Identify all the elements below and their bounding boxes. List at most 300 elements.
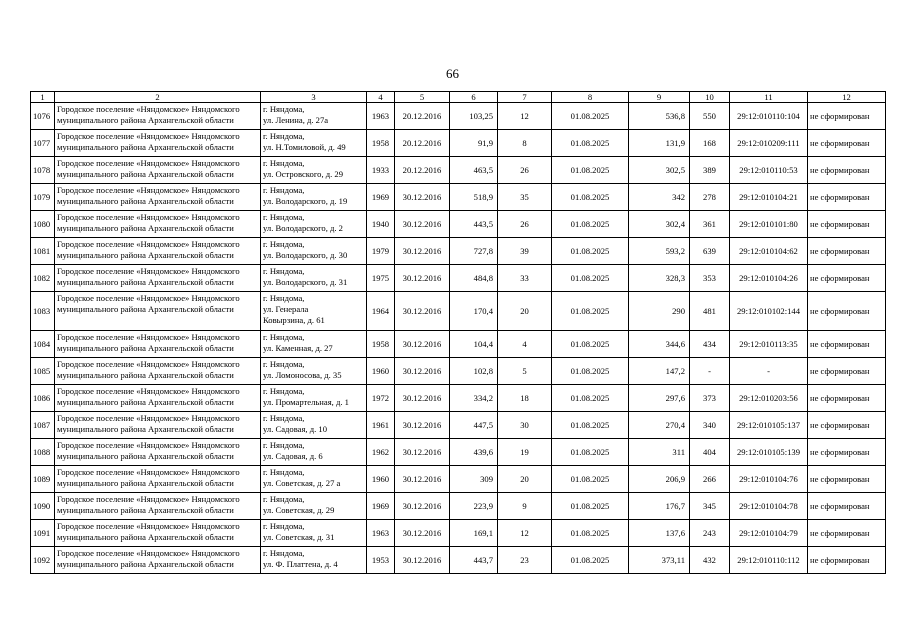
plan-date-cell: 01.08.2025	[552, 412, 629, 439]
address-cell-line: ул. Ленина, д. 27а	[263, 115, 329, 125]
date-cell: 30.12.2016	[395, 412, 450, 439]
status-cell: не сформирован	[808, 103, 886, 130]
column-9-cell: 147,2	[629, 358, 690, 385]
column-9-cell: 342	[629, 184, 690, 211]
table-row	[31, 385, 886, 412]
row-number-cell: 1090	[31, 493, 55, 520]
address-cell-line: ул. Н.Томиловой, д. 49	[263, 142, 346, 152]
year-cell: 1964	[367, 292, 395, 331]
address-cell	[261, 211, 367, 238]
count-cell: 20	[498, 466, 552, 493]
date-cell: 30.12.2016	[395, 331, 450, 358]
date-cell: 30.12.2016	[395, 184, 450, 211]
address-cell-line: г. Няндома,	[263, 494, 305, 504]
address-cell-line: ул. Каменная, д. 27	[263, 343, 333, 353]
address-cell	[261, 130, 367, 157]
status-cell: не сформирован	[808, 547, 886, 574]
table-body	[31, 92, 886, 574]
owner-name-cell-line: Городское поселение «Няндомское» Няндомского	[57, 386, 240, 396]
row-number-cell: 1078	[31, 157, 55, 184]
address-cell	[261, 157, 367, 184]
owner-name-cell	[55, 520, 261, 547]
address-cell-line: г. Няндома,	[263, 467, 305, 477]
row-number-cell: 1092	[31, 547, 55, 574]
owner-name-cell-line: Городское поселение «Няндомское» Няндомского	[57, 266, 240, 276]
owner-name-cell-line: Городское поселение «Няндомское» Няндомского	[57, 212, 240, 222]
date-cell: 30.12.2016	[395, 547, 450, 574]
plan-date-cell: 01.08.2025	[552, 265, 629, 292]
cadastral-number-cell: 29:12:010102:144	[730, 292, 808, 331]
owner-name-cell-line: муниципального района Архангельской области	[57, 397, 234, 407]
column-9-cell: 297,6	[629, 385, 690, 412]
cadastral-number-cell: 29:12:010104:76	[730, 466, 808, 493]
year-cell: 1958	[367, 130, 395, 157]
column-10-cell: 481	[690, 292, 730, 331]
address-cell-line: г. Няндома,	[263, 131, 305, 141]
date-cell: 30.12.2016	[395, 385, 450, 412]
cadastral-number-cell: 29:12:010110:53	[730, 157, 808, 184]
owner-name-cell-line: муниципального района Архангельской области	[57, 559, 234, 569]
count-cell: 33	[498, 265, 552, 292]
area-cell: 443,5	[450, 211, 498, 238]
status-cell: не сформирован	[808, 493, 886, 520]
owner-name-cell-line: муниципального района Архангельской области	[57, 478, 234, 488]
cadastral-number-cell: 29:12:010110:104	[730, 103, 808, 130]
plan-date-cell: 01.08.2025	[552, 211, 629, 238]
date-cell: 20.12.2016	[395, 130, 450, 157]
owner-name-cell	[55, 157, 261, 184]
plan-date-cell: 01.08.2025	[552, 103, 629, 130]
count-cell: 12	[498, 103, 552, 130]
row-number-cell: 1081	[31, 238, 55, 265]
address-cell-line: ул. Островского, д. 29	[263, 169, 344, 179]
address-cell	[261, 466, 367, 493]
table-row	[31, 331, 886, 358]
area-cell: 443,7	[450, 547, 498, 574]
address-cell-line: г. Няндома,	[263, 413, 305, 423]
address-cell-line: ул. Промартельная, д. 1	[263, 397, 349, 407]
row-number-cell: 1088	[31, 439, 55, 466]
count-cell: 12	[498, 520, 552, 547]
year-cell: 1940	[367, 211, 395, 238]
row-number-cell: 1085	[31, 358, 55, 385]
owner-name-cell-line: муниципального района Архангельской области	[57, 343, 234, 353]
column-9-cell: 373,11	[629, 547, 690, 574]
address-cell	[261, 265, 367, 292]
column-10-cell: 389	[690, 157, 730, 184]
address-cell	[261, 493, 367, 520]
address-cell	[261, 520, 367, 547]
cadastral-number-cell: 29:12:010101:80	[730, 211, 808, 238]
cadastral-number-cell: -	[730, 358, 808, 385]
owner-name-cell-line: Городское поселение «Няндомское» Няндомского	[57, 158, 240, 168]
owner-name-cell-line: муниципального района Архангельской области	[57, 277, 234, 287]
table-row	[31, 292, 886, 331]
year-cell: 1972	[367, 385, 395, 412]
area-cell: 447,5	[450, 412, 498, 439]
owner-name-cell	[55, 265, 261, 292]
table-row	[31, 466, 886, 493]
column-10-cell: 266	[690, 466, 730, 493]
status-cell: не сформирован	[808, 265, 886, 292]
area-cell: 223,9	[450, 493, 498, 520]
owner-name-cell	[55, 493, 261, 520]
count-cell: 4	[498, 331, 552, 358]
year-cell: 1933	[367, 157, 395, 184]
cadastral-number-cell: 29:12:010104:62	[730, 238, 808, 265]
row-number-cell: 1082	[31, 265, 55, 292]
row-number-cell: 1084	[31, 331, 55, 358]
count-cell: 20	[498, 292, 552, 331]
page-number: 66	[446, 66, 459, 81]
owner-name-cell	[55, 547, 261, 574]
owner-name-cell-line: Городское поселение «Няндомское» Няндомского	[57, 239, 240, 249]
column-9-cell: 206,9	[629, 466, 690, 493]
owner-name-cell-line: Городское поселение «Няндомское» Няндомского	[57, 359, 240, 369]
address-cell-line: ул. Ломоносова, д. 35	[263, 370, 342, 380]
plan-date-cell: 01.08.2025	[552, 493, 629, 520]
count-cell: 35	[498, 184, 552, 211]
status-cell: не сформирован	[808, 439, 886, 466]
address-cell	[261, 238, 367, 265]
owner-name-cell	[55, 292, 261, 331]
owner-name-cell-line: Городское поселение «Няндомское» Няндомского	[57, 332, 240, 342]
status-cell: не сформирован	[808, 238, 886, 265]
address-cell	[261, 103, 367, 130]
status-cell: не сформирован	[808, 331, 886, 358]
year-cell: 1960	[367, 466, 395, 493]
count-cell: 18	[498, 385, 552, 412]
column-10-cell: 345	[690, 493, 730, 520]
column-10-cell: 432	[690, 547, 730, 574]
year-cell: 1962	[367, 439, 395, 466]
cadastral-number-cell: 29:12:010104:26	[730, 265, 808, 292]
address-cell-line: г. Няндома,	[263, 266, 305, 276]
housing-register-table	[30, 91, 886, 574]
date-cell: 30.12.2016	[395, 520, 450, 547]
date-cell: 30.12.2016	[395, 439, 450, 466]
status-cell: не сформирован	[808, 385, 886, 412]
column-10-cell: 353	[690, 265, 730, 292]
status-cell: не сформирован	[808, 466, 886, 493]
address-cell-line: г. Няндома,	[263, 239, 305, 249]
table-row	[31, 265, 886, 292]
table-row	[31, 130, 886, 157]
owner-name-cell	[55, 238, 261, 265]
owner-name-cell-line: Городское поселение «Няндомское» Няндомского	[57, 293, 240, 303]
address-cell	[261, 331, 367, 358]
owner-name-cell-line: Городское поселение «Няндомское» Няндомского	[57, 413, 240, 423]
column-9-cell: 270,4	[629, 412, 690, 439]
column-number-header: 9	[629, 92, 690, 103]
table-row	[31, 211, 886, 238]
column-9-cell: 311	[629, 439, 690, 466]
address-cell-line: ул. Володарского, д. 2	[263, 223, 343, 233]
cadastral-number-cell: 29:12:010105:139	[730, 439, 808, 466]
column-number-header: 5	[395, 92, 450, 103]
plan-date-cell: 01.08.2025	[552, 358, 629, 385]
plan-date-cell: 01.08.2025	[552, 292, 629, 331]
column-9-cell: 176,7	[629, 493, 690, 520]
column-9-cell: 290	[629, 292, 690, 331]
address-cell	[261, 412, 367, 439]
year-cell: 1969	[367, 184, 395, 211]
area-cell: 484,8	[450, 265, 498, 292]
owner-name-cell-line: муниципального района Архангельской области	[57, 223, 234, 233]
owner-name-cell	[55, 184, 261, 211]
column-10-cell: 278	[690, 184, 730, 211]
address-cell-line: г. Няндома,	[263, 548, 305, 558]
address-cell-line: г. Няндома,	[263, 386, 305, 396]
row-number-cell: 1079	[31, 184, 55, 211]
column-number-header: 11	[730, 92, 808, 103]
year-cell: 1960	[367, 358, 395, 385]
plan-date-cell: 01.08.2025	[552, 385, 629, 412]
area-cell: 91,9	[450, 130, 498, 157]
table-row	[31, 412, 886, 439]
status-cell: не сформирован	[808, 184, 886, 211]
column-number-header: 1	[31, 92, 55, 103]
owner-name-cell-line: Городское поселение «Няндомское» Няндомского	[57, 548, 240, 558]
row-number-cell: 1089	[31, 466, 55, 493]
table-row	[31, 493, 886, 520]
plan-date-cell: 01.08.2025	[552, 157, 629, 184]
area-cell: 439,6	[450, 439, 498, 466]
address-cell	[261, 292, 367, 331]
column-number-header: 2	[55, 92, 261, 103]
row-number-cell: 1091	[31, 520, 55, 547]
count-cell: 39	[498, 238, 552, 265]
address-cell-line: ул. Генерала	[263, 304, 309, 314]
count-cell: 5	[498, 358, 552, 385]
address-cell-line: г. Няндома,	[263, 521, 305, 531]
address-cell-line: ул. Володарского, д. 30	[263, 250, 348, 260]
owner-name-cell	[55, 130, 261, 157]
year-cell: 1961	[367, 412, 395, 439]
area-cell: 169,1	[450, 520, 498, 547]
row-number-cell: 1080	[31, 211, 55, 238]
column-9-cell: 344,6	[629, 331, 690, 358]
owner-name-cell-line: Городское поселение «Няндомское» Няндомского	[57, 131, 240, 141]
row-number-cell: 1077	[31, 130, 55, 157]
owner-name-cell	[55, 466, 261, 493]
count-cell: 23	[498, 547, 552, 574]
column-10-cell: 639	[690, 238, 730, 265]
column-9-cell: 302,4	[629, 211, 690, 238]
owner-name-cell-line: муниципального района Архангельской области	[57, 505, 234, 515]
table-row	[31, 238, 886, 265]
column-number-header: 12	[808, 92, 886, 103]
column-9-cell: 328,3	[629, 265, 690, 292]
plan-date-cell: 01.08.2025	[552, 466, 629, 493]
address-cell-line: г. Няндома,	[263, 104, 305, 114]
address-cell-line: г. Няндома,	[263, 293, 305, 303]
column-number-header-row	[31, 92, 886, 103]
column-10-cell: 404	[690, 439, 730, 466]
status-cell: не сформирован	[808, 157, 886, 184]
owner-name-cell-line: Городское поселение «Няндомское» Няндомского	[57, 467, 240, 477]
status-cell: не сформирован	[808, 520, 886, 547]
column-10-cell: 340	[690, 412, 730, 439]
column-9-cell: 593,2	[629, 238, 690, 265]
cadastral-number-cell: 29:12:010203:56	[730, 385, 808, 412]
table-row	[31, 520, 886, 547]
count-cell: 8	[498, 130, 552, 157]
status-cell: не сформирован	[808, 412, 886, 439]
owner-name-cell-line: муниципального района Архангельской области	[57, 304, 234, 314]
address-cell-line: г. Няндома,	[263, 158, 305, 168]
column-9-cell: 137,6	[629, 520, 690, 547]
year-cell: 1963	[367, 520, 395, 547]
plan-date-cell: 01.08.2025	[552, 520, 629, 547]
table-row	[31, 547, 886, 574]
owner-name-cell-line: муниципального района Архангельской области	[57, 424, 234, 434]
owner-name-cell-line: Городское поселение «Няндомское» Няндомского	[57, 104, 240, 114]
date-cell: 30.12.2016	[395, 466, 450, 493]
address-cell-line: г. Няндома,	[263, 359, 305, 369]
column-10-cell: -	[690, 358, 730, 385]
status-cell: не сформирован	[808, 211, 886, 238]
column-9-cell: 131,9	[629, 130, 690, 157]
cadastral-number-cell: 29:12:010113:35	[730, 331, 808, 358]
address-cell	[261, 184, 367, 211]
address-cell-line: ул. Советская, д. 31	[263, 532, 335, 542]
column-10-cell: 361	[690, 211, 730, 238]
address-cell-line: ул. Советская, д. 29	[263, 505, 335, 515]
plan-date-cell: 01.08.2025	[552, 130, 629, 157]
address-cell-line: г. Няндома,	[263, 440, 305, 450]
address-cell	[261, 547, 367, 574]
column-10-cell: 373	[690, 385, 730, 412]
date-cell: 30.12.2016	[395, 265, 450, 292]
table-row	[31, 439, 886, 466]
column-number-header: 4	[367, 92, 395, 103]
area-cell: 170,4	[450, 292, 498, 331]
area-cell: 102,8	[450, 358, 498, 385]
owner-name-cell-line: муниципального района Архангельской области	[57, 196, 234, 206]
owner-name-cell	[55, 211, 261, 238]
date-cell: 30.12.2016	[395, 211, 450, 238]
year-cell: 1958	[367, 331, 395, 358]
address-cell-line: ул. Садовая, д. 10	[263, 424, 327, 434]
date-cell: 30.12.2016	[395, 493, 450, 520]
date-cell: 20.12.2016	[395, 157, 450, 184]
address-cell-line: ул. Володарского, д. 31	[263, 277, 348, 287]
table-row	[31, 358, 886, 385]
address-cell	[261, 358, 367, 385]
column-10-cell: 550	[690, 103, 730, 130]
area-cell: 103,25	[450, 103, 498, 130]
area-cell: 518,9	[450, 184, 498, 211]
plan-date-cell: 01.08.2025	[552, 238, 629, 265]
owner-name-cell-line: Городское поселение «Няндомское» Няндомского	[57, 185, 240, 195]
cadastral-number-cell: 29:12:010104:78	[730, 493, 808, 520]
area-cell: 334,2	[450, 385, 498, 412]
count-cell: 19	[498, 439, 552, 466]
year-cell: 1979	[367, 238, 395, 265]
year-cell: 1969	[367, 493, 395, 520]
owner-name-cell-line: муниципального района Архангельской области	[57, 142, 234, 152]
cadastral-number-cell: 29:12:010104:21	[730, 184, 808, 211]
table-row	[31, 103, 886, 130]
owner-name-cell	[55, 103, 261, 130]
address-cell	[261, 439, 367, 466]
count-cell: 26	[498, 211, 552, 238]
table-row	[31, 157, 886, 184]
owner-name-cell	[55, 412, 261, 439]
status-cell: не сформирован	[808, 358, 886, 385]
column-number-header: 7	[498, 92, 552, 103]
column-number-header: 8	[552, 92, 629, 103]
cadastral-number-cell: 29:12:010104:79	[730, 520, 808, 547]
column-number-header: 6	[450, 92, 498, 103]
count-cell: 26	[498, 157, 552, 184]
owner-name-cell	[55, 358, 261, 385]
address-cell	[261, 385, 367, 412]
column-10-cell: 168	[690, 130, 730, 157]
year-cell: 1953	[367, 547, 395, 574]
row-number-cell: 1076	[31, 103, 55, 130]
count-cell: 9	[498, 493, 552, 520]
address-cell-line: ул. Советская, д. 27 а	[263, 478, 341, 488]
area-cell: 309	[450, 466, 498, 493]
owner-name-cell	[55, 385, 261, 412]
owner-name-cell-line: муниципального района Архангельской области	[57, 250, 234, 260]
year-cell: 1975	[367, 265, 395, 292]
owner-name-cell-line: муниципального района Архангельской области	[57, 532, 234, 542]
owner-name-cell-line: муниципального района Архангельской области	[57, 451, 234, 461]
plan-date-cell: 01.08.2025	[552, 184, 629, 211]
address-cell-line: Ковырзина, д. 61	[263, 315, 325, 325]
cadastral-number-cell: 29:12:010209:111	[730, 130, 808, 157]
address-cell-line: ул. Володарского, д. 19	[263, 196, 348, 206]
cadastral-number-cell: 29:12:010110:112	[730, 547, 808, 574]
column-10-cell: 434	[690, 331, 730, 358]
area-cell: 463,5	[450, 157, 498, 184]
owner-name-cell-line: Городское поселение «Няндомское» Няндомского	[57, 494, 240, 504]
date-cell: 20.12.2016	[395, 103, 450, 130]
owner-name-cell-line: Городское поселение «Няндомское» Няндомского	[57, 440, 240, 450]
address-cell-line: г. Няндома,	[263, 212, 305, 222]
row-number-cell: 1083	[31, 292, 55, 331]
area-cell: 104,4	[450, 331, 498, 358]
plan-date-cell: 01.08.2025	[552, 439, 629, 466]
row-number-cell: 1087	[31, 412, 55, 439]
plan-date-cell: 01.08.2025	[552, 331, 629, 358]
column-9-cell: 302,5	[629, 157, 690, 184]
table-row	[31, 184, 886, 211]
owner-name-cell-line: Городское поселение «Няндомское» Няндомского	[57, 521, 240, 531]
status-cell: не сформирован	[808, 130, 886, 157]
address-cell-line: ул. Ф. Платтена, д. 4	[263, 559, 338, 569]
address-cell-line: г. Няндома,	[263, 185, 305, 195]
date-cell: 30.12.2016	[395, 358, 450, 385]
owner-name-cell-line: муниципального района Архангельской области	[57, 169, 234, 179]
address-cell-line: ул. Садовая, д. 6	[263, 451, 323, 461]
date-cell: 30.12.2016	[395, 292, 450, 331]
year-cell: 1963	[367, 103, 395, 130]
status-cell: не сформирован	[808, 292, 886, 331]
column-number-header: 10	[690, 92, 730, 103]
owner-name-cell	[55, 331, 261, 358]
column-10-cell: 243	[690, 520, 730, 547]
column-9-cell: 536,8	[629, 103, 690, 130]
row-number-cell: 1086	[31, 385, 55, 412]
owner-name-cell-line: муниципального района Архангельской области	[57, 115, 234, 125]
cadastral-number-cell: 29:12:010105:137	[730, 412, 808, 439]
column-number-header: 3	[261, 92, 367, 103]
plan-date-cell: 01.08.2025	[552, 547, 629, 574]
